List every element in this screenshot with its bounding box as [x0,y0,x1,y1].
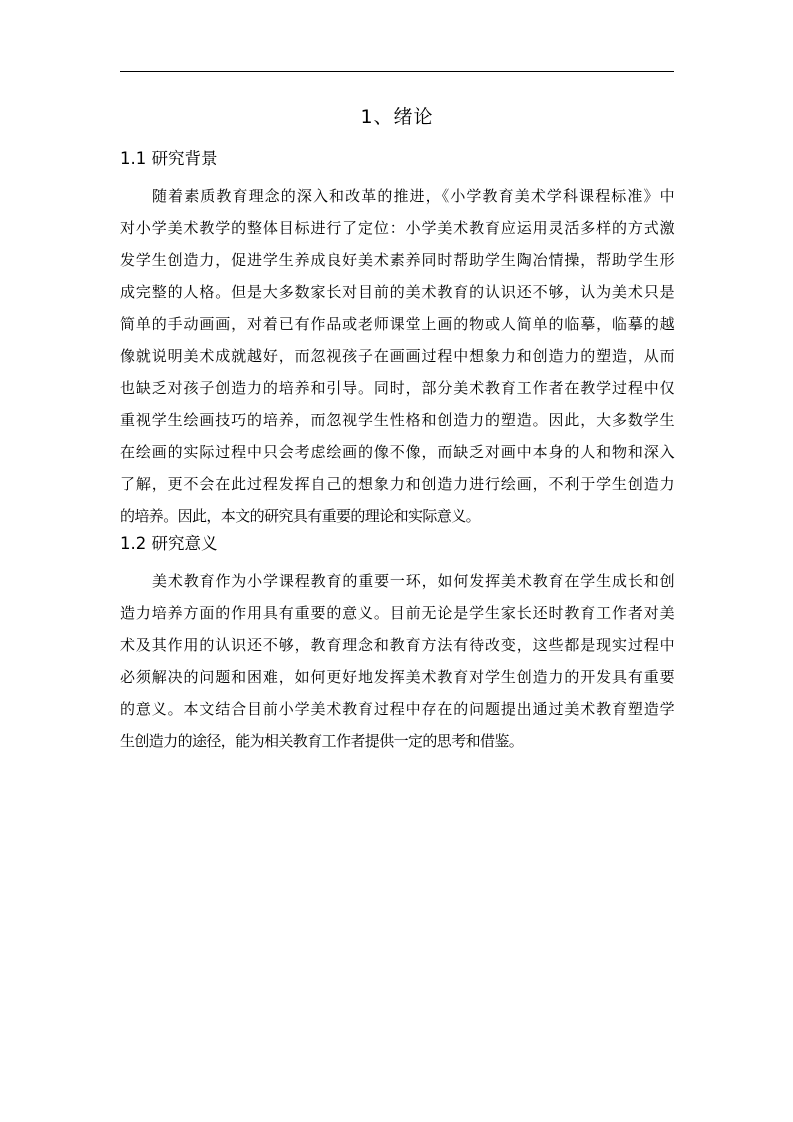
paragraph-line: 重视学生绘画技巧的培养，而忽视学生性格和创造力的塑造。因此，大多数学生 [120,411,674,429]
paragraph-line: 必须解决的问题和困难，如何更好地发挥美术教育对学生创造力的开发具有重要 [120,668,674,686]
paragraph-line: 像就说明美术成就越好，而忽视孩子在画画过程中想象力和创造力的塑造，从而 [120,347,674,365]
paragraph-line: 在绘画的实际过程中只会考虑绘画的像不像，而缺乏对画中本身的人和物和深入 [120,443,674,461]
paragraph-line: 简单的手动画画，对着已有作品或老师课堂上画的物或人简单的临摹，临摹的越 [120,315,674,333]
section-heading-research-significance: 1.2 研究意义 [120,534,218,553]
page-title: 1、绪论 [360,106,434,128]
header-rule [120,71,674,72]
paragraph-research-significance [120,565,674,757]
paragraph-line: 对小学美术教学的整体目标进行了定位：小学美术教育应运用灵活多样的方式激 [120,219,674,237]
paragraph-line: 也缺乏对孩子创造力的培养和引导。同时，部分美术教育工作者在教学过程中仅 [120,379,674,397]
paragraph-line: 美术教育作为小学课程教育的重要一环，如何发挥美术教育在学生成长和创 [152,572,674,590]
paragraph-line: 术及其作用的认识还不够，教育理念和教育方法有待改变，这些都是现实过程中 [120,636,674,654]
paragraph-line: 的意义。本文结合目前小学美术教育过程中存在的问题提出通过美术教育塑造学 [120,700,674,718]
paragraph-line: 发学生创造力，促进学生养成良好美术素养同时帮助学生陶冶情操，帮助学生形 [120,251,674,269]
paragraph-line: 生创造力的途径，能为相关教育工作者提供一定的思考和借鉴。 [120,732,524,750]
paragraph-research-background [120,180,674,532]
paragraph-line: 的培养。因此，本文的研究具有重要的理论和实际意义。 [120,507,481,525]
paragraph-line: 了解，更不会在此过程发挥自己的想象力和创造力进行绘画，不利于学生创造力 [120,475,674,493]
paragraph-line: 随着素质教育理念的深入和改革的推进，《小学教育美术学科课程标准》中 [152,187,674,205]
section-heading-research-background: 1.1 研究背景 [120,149,218,168]
paragraph-line: 造力培养方面的作用具有重要的意义。目前无论是学生家长还时教育工作者对美 [120,604,674,622]
paragraph-line: 成完整的人格。但是大多数家长对目前的美术教育的认识还不够，认为美术只是 [120,283,674,301]
